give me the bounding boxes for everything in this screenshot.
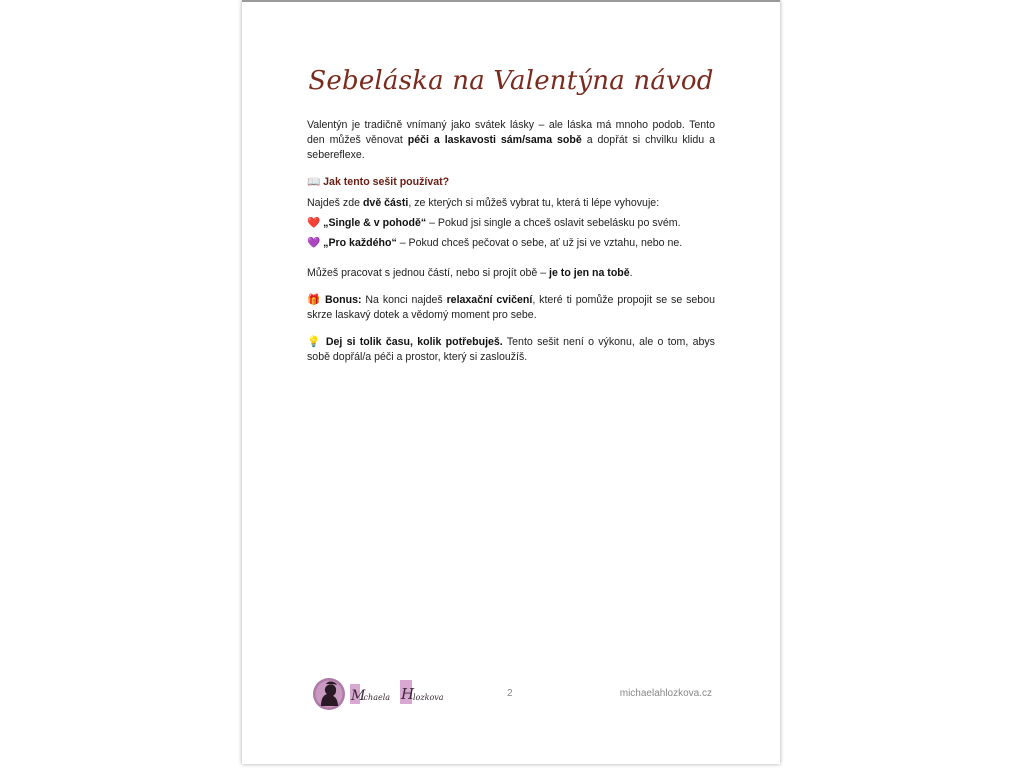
intro-text-1: Valentýn je tradičně vnímaný jako svátek lásky – ale láska má mnoho podob. Tento den můžeš věnovat	[307, 119, 715, 146]
page-number: 2	[507, 688, 513, 699]
choice-text-2: .	[629, 267, 633, 279]
howto-text-2: , ze kterých si můžeš vybrat tu, která ti lépe vyhovuje:	[408, 197, 660, 209]
document-page	[242, 0, 780, 764]
howto-heading-text: Jak tento sešit používat?	[323, 176, 450, 188]
bonus-text-2: , které ti pomůže propojit se se sebou skrze laskavý dotek a vědomý moment pro sebe.	[307, 294, 715, 321]
bonus-bold: relaxační cvičení	[446, 294, 533, 306]
part-text-everyone: – Pokud chceš pečovat o sebe, ať už jsi ve vztahu, nebo ne.	[396, 237, 683, 249]
choice-paragraph	[307, 266, 715, 281]
svg-text:lozkova: lozkova	[413, 693, 444, 702]
part-text-single: – Pokud jsi single a chceš oslavit sebelásku po svém.	[426, 217, 681, 229]
page-footer	[312, 676, 712, 712]
howto-paragraph	[307, 196, 715, 211]
part-item-single	[307, 216, 715, 231]
bonus-label: Bonus:	[325, 294, 362, 306]
heart-purple-icon: 💜	[307, 237, 321, 249]
time-bold: Dej si tolik času, kolik potřebuješ.	[325, 336, 503, 348]
part-name-single: „Single & v pohodě“	[323, 217, 427, 229]
page-content	[307, 118, 715, 377]
bonus-text-1: Na konci najdeš	[361, 294, 447, 306]
spacer	[307, 256, 715, 266]
lightbulb-icon: 💡	[307, 336, 322, 348]
intro-text-2: a dopřát si chvilku klidu a sebereflexe.	[307, 134, 715, 161]
website-link: michaelahlozkova.cz	[619, 688, 712, 699]
howto-bold: dvě části	[362, 197, 409, 209]
part-name-everyone: „Pro každého“	[323, 237, 397, 249]
howto-heading	[307, 175, 715, 190]
bonus-paragraph	[307, 293, 715, 323]
page-title: Sebeláska na Valentýna návod	[308, 66, 714, 96]
choice-bold: je to jen na tobě	[549, 267, 630, 279]
heart-red-icon: ❤️	[307, 217, 321, 229]
svg-text:ichaela: ichaela	[361, 693, 391, 702]
choice-text-1: Můžeš pracovat s jednou částí, nebo si projít obě –	[307, 267, 550, 279]
page-top-edge	[242, 0, 780, 2]
howto-text-1: Najdeš zde	[307, 197, 363, 209]
part-item-everyone	[307, 236, 715, 251]
gift-icon: 🎁	[307, 294, 322, 306]
book-icon: 📖	[307, 176, 321, 188]
brand-logo	[312, 676, 452, 712]
intro-bold: péči a laskavosti sám/sama sobě	[407, 134, 582, 146]
svg-text:H: H	[401, 685, 415, 703]
time-text: Tento sešit není o výkonu, ale o tom, abys sobě dopřál/a péči a prostor, který si zasloužíš.	[307, 336, 715, 363]
intro-paragraph	[307, 118, 715, 163]
time-paragraph	[307, 335, 715, 365]
svg-text:M: M	[351, 688, 366, 704]
